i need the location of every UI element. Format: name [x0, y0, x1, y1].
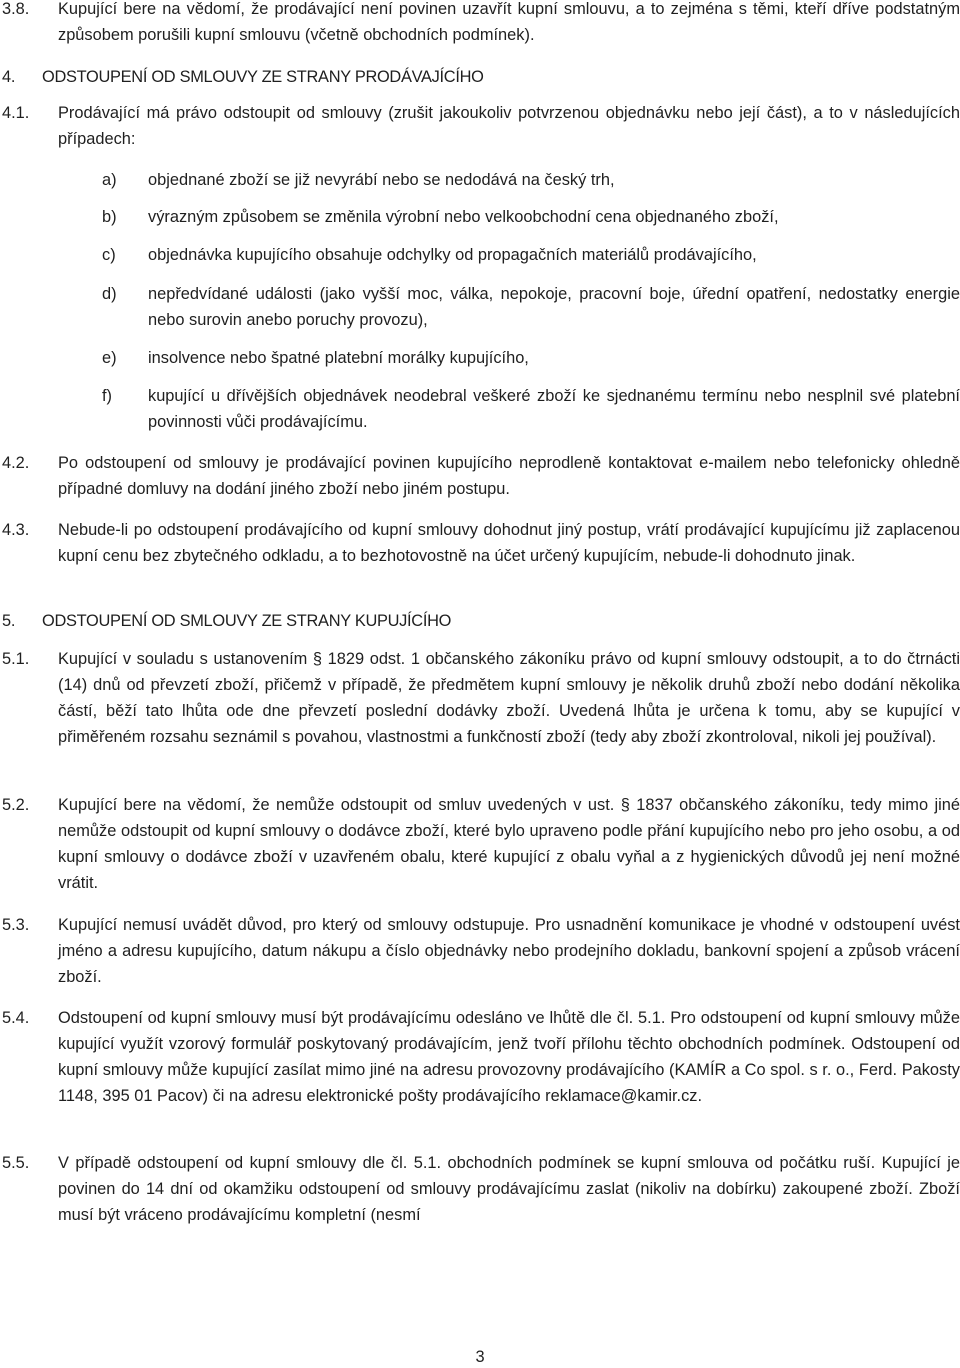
paragraph-text: Po odstoupení od smlouvy je prodávající povinen kupujícího neprodleně kontaktovat e-mailem nebo telefonicky ohledně případné domluvy na dodání jiného zboží nebo jiném postupu.: [58, 454, 960, 498]
list-item: [0, 383, 960, 435]
section-5-1: [0, 646, 960, 750]
list-item: [0, 242, 960, 268]
paragraph-text: Kupující v souladu s ustanovením § 1829 odst. 1 občanského zákoníku právo od kupní smlouvy odstoupit, a to do čtrnácti (14) dnů od převzetí zboží, přičemž v případě, že předmětem kupní smlouvy je několik druhů zboží nebo dodání několika částí, běží tato lhůta ode dne převzetí poslední dodávky zboží. Uvedená lhůta je určena k tomu, aby se kupující v přiměřeném rozsahu seznámil s povahou, vlastnostmi a funkčností zboží (tedy aby zboží zkontroloval, nikoli jej používal).: [58, 650, 960, 746]
list-item: [0, 167, 960, 193]
list-text: objednané zboží se již nevyrábí nebo se nedodává na český trh,: [148, 171, 615, 189]
list-text: kupující u dřívějších objednávek neodebral veškeré zboží ke sjednanému termínu nebo nesplnil své platební povinnosti vůči prodávajícímu.: [148, 387, 960, 431]
paragraph-4-2: [0, 450, 960, 502]
list-letter: a): [102, 171, 117, 189]
list-item-a: [0, 167, 960, 193]
paragraph-text: Prodávající má právo odstoupit od smlouvy (zrušit jakoukoliv potvrzenou objednávku nebo její část), a to v následujících případech:: [58, 104, 960, 148]
list-letter: d): [102, 285, 117, 303]
list-item: [0, 204, 960, 230]
paragraph-number: 3.8.: [2, 0, 30, 18]
paragraph-number: 5.2.: [2, 796, 30, 814]
paragraph-number: 4.2.: [2, 454, 30, 472]
list-item-e: [0, 345, 960, 371]
paragraph-3-8: [0, 0, 960, 48]
heading-4: [0, 64, 960, 90]
list-text: výrazným způsobem se změnila výrobní nebo velkoobchodní cena objednaného zboží,: [148, 208, 779, 226]
section-5-5: [0, 1150, 960, 1228]
paragraph-number: 4.3.: [2, 521, 30, 539]
paragraph-5-5: [0, 1150, 960, 1228]
section-5-2: [0, 792, 960, 896]
heading-text: ODSTOUPENÍ OD SMLOUVY ZE STRANY PRODÁVAJÍCÍHO: [42, 68, 484, 86]
paragraph-4-1: [0, 100, 960, 152]
paragraph-number: 5.5.: [2, 1154, 30, 1172]
paragraph-number: 5.4.: [2, 1009, 30, 1027]
paragraph-text: Nebude-li po odstoupení prodávajícího od kupní smlouvy dohodnut jiný postup, vrátí prodávající kupujícímu již zaplacenou kupní cenu bez zbytečného odkladu, a to bezhotovostně na účet určený kupujícím, nebude-li dohodnuto jinak.: [58, 521, 960, 565]
paragraph-5-1: [0, 646, 960, 750]
list-letter: f): [102, 387, 113, 405]
list-item: [0, 345, 960, 371]
paragraph-number: 4.1.: [2, 104, 30, 122]
section-3-8: [0, 0, 960, 48]
heading-number: 5.: [2, 612, 16, 630]
paragraph-4-3: [0, 517, 960, 569]
paragraph-5-2: [0, 792, 960, 896]
list-item-c: [0, 242, 960, 268]
paragraph-number: 5.3.: [2, 916, 30, 934]
list-item-b: [0, 204, 960, 230]
heading-number: 4.: [2, 68, 16, 86]
list-text: objednávka kupujícího obsahuje odchylky od propagačních materiálů prodávajícího,: [148, 246, 757, 264]
paragraph-5-3: [0, 912, 960, 990]
paragraph-text: Kupující bere na vědomí, že prodávající není povinen uzavřít kupní smlouvu, a to zejména s těmi, kteří dříve podstatným způsobem porušili kupní smlouvu (včetně obchodních podmínek).: [58, 0, 960, 44]
list-item-d: [0, 281, 960, 333]
heading-text: ODSTOUPENÍ OD SMLOUVY ZE STRANY KUPUJÍCÍHO: [42, 612, 452, 630]
list-letter: c): [102, 246, 116, 264]
section-5-3: [0, 912, 960, 990]
paragraph-5-4: [0, 1005, 960, 1109]
paragraph-text: Odstoupení od kupní smlouvy musí být prodávajícímu odesláno ve lhůtě dle čl. 5.1. Pro odstoupení od kupní smlouvy může kupující využít vzorový formulář poskytovaný prodávajícím, jenž tvoří přílohu těchto obchodních podmínek. Odstoupení od kupní smlouvy může kupující zasílat mimo jiné na adresu provozovny prodávajícího (KAMÍR a Co spol. s r. o., Ferd. Pakosty 1148, 395 01 Pacov) či na adresu elektronické pošty prodávajícího reklamace@kamir.cz.: [58, 1009, 960, 1105]
heading-5: [0, 608, 960, 634]
section-4-3: [0, 517, 960, 569]
paragraph-text: V případě odstoupení od kupní smlouvy dle čl. 5.1. obchodních podmínek se kupní smlouva od počátku ruší. Kupující je povinen do 14 dní od okamžiku odstoupení od smlouvy prodávajícímu zaslat (nikoliv na dobírku) zakoupené zboží. Zboží musí být vráceno prodávajícímu kompletní (nesmí: [58, 1154, 960, 1224]
list-text: insolvence nebo špatné platební morálky kupujícího,: [148, 349, 529, 367]
page-number: 3: [475, 1348, 485, 1366]
list-item-f: [0, 383, 960, 435]
list-item: [0, 281, 960, 333]
list-letter: b): [102, 208, 117, 226]
list-text: nepředvídané události (jako vyšší moc, válka, nepokoje, pracovní boje, úřední opatření, nedostatky energie nebo surovin anebo poruchy provozu),: [148, 285, 960, 329]
paragraph-number: 5.1.: [2, 650, 30, 668]
list-letter: e): [102, 349, 117, 367]
section-4-2: [0, 450, 960, 502]
section-4-1: [0, 100, 960, 152]
section-5-4: [0, 1005, 960, 1109]
paragraph-text: Kupující nemusí uvádět důvod, pro který od smlouvy odstupuje. Pro usnadnění komunikace je vhodné v odstoupení uvést jméno a adresu kupujícího, datum nákupu a číslo objednávky nebo prodejního dokladu, bankovní spojení a způsob vrácení zboží.: [58, 916, 960, 986]
paragraph-text: Kupující bere na vědomí, že nemůže odstoupit od smluv uvedených v ust. § 1837 občanského zákoníku, tedy mimo jiné nemůže odstoupit od kupní smlouvy o dodávce zboží, které bylo upraveno podle přání kupujícího nebo pro jeho osobu, a od kupní smlouvy o dodávce zboží v uzavřeném obalu, které kupující z obalu vyňal a z hygienických důvodů jej není možné vrátit.: [58, 796, 960, 892]
